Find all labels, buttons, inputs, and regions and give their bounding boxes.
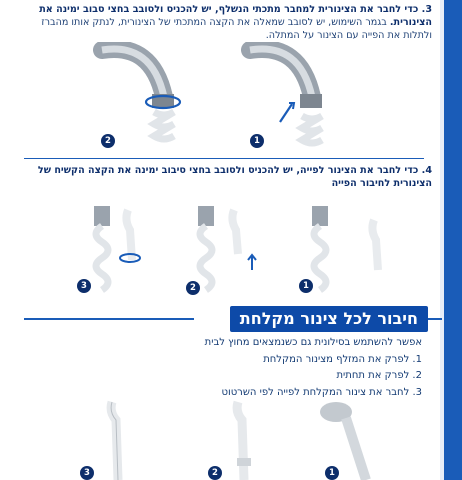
- shower-head-illustration: [314, 398, 384, 480]
- page-edge-bar: [444, 0, 462, 480]
- section-step-3: 3. לחבר את צינור המקלחת לפייה לפי השרטוט: [221, 386, 422, 398]
- nozzle-illustration: [224, 398, 264, 480]
- section-badge-2: 2: [208, 466, 222, 480]
- section-badge-1: 1: [325, 466, 339, 480]
- section-badge-3: 3: [80, 466, 94, 480]
- section-step-2: 2. לפרק את תחתית: [336, 370, 422, 381]
- step-4-badge-1: 1: [299, 279, 313, 293]
- banner-line-left: [24, 318, 194, 320]
- step-3-light: בגמר השימוש, יש לסובב שמאלה את הקצה המתכתי של הצינורית, לנתק אותו מהברז ולתלות את הפייה עם הצינור על המתלה.: [41, 16, 432, 41]
- hose-insert-illustration: [190, 200, 260, 300]
- hose-rotate-illustration: [86, 200, 156, 300]
- up-arrow-icon: [280, 104, 292, 122]
- step-4-badge-2: 2: [186, 281, 200, 295]
- section-title-banner: חיבור לכל צינור מקלחת: [230, 306, 428, 332]
- step-3-text: [22, 4, 432, 43]
- step-4-badge-3: 3: [77, 279, 91, 293]
- divider: [24, 158, 424, 159]
- nozzle-icon: [126, 210, 132, 260]
- section-intro: אפשר להשתמש בסילונית גם כשנמצאים מחוץ לבית: [204, 337, 422, 348]
- section-step-1: 1. לפרק את המזלף מצינור המקלחת: [263, 353, 422, 365]
- step-3-badge-2: 2: [101, 134, 115, 148]
- hose-nozzle-illustration: [96, 398, 146, 480]
- step-3-bold: 3. כדי לחבר את הצינורית למחבר מתכתי הנשלף, יש להכניס ולסובב בחצי סבוב ימינה את הצינורית.: [39, 4, 432, 28]
- step-3-badge-1: 1: [250, 134, 264, 148]
- page-edge-strip: [440, 0, 444, 480]
- step-4-text: 4. כדי לחבר את הצינור לפייה, יש להכניס ולסובב בחצי סיבוב ימינה את הקצה הקשיח של הצינורית לחיבור הפייה: [37, 165, 432, 189]
- section-instructions: [62, 336, 422, 402]
- hose-separate-illustration: [304, 200, 394, 300]
